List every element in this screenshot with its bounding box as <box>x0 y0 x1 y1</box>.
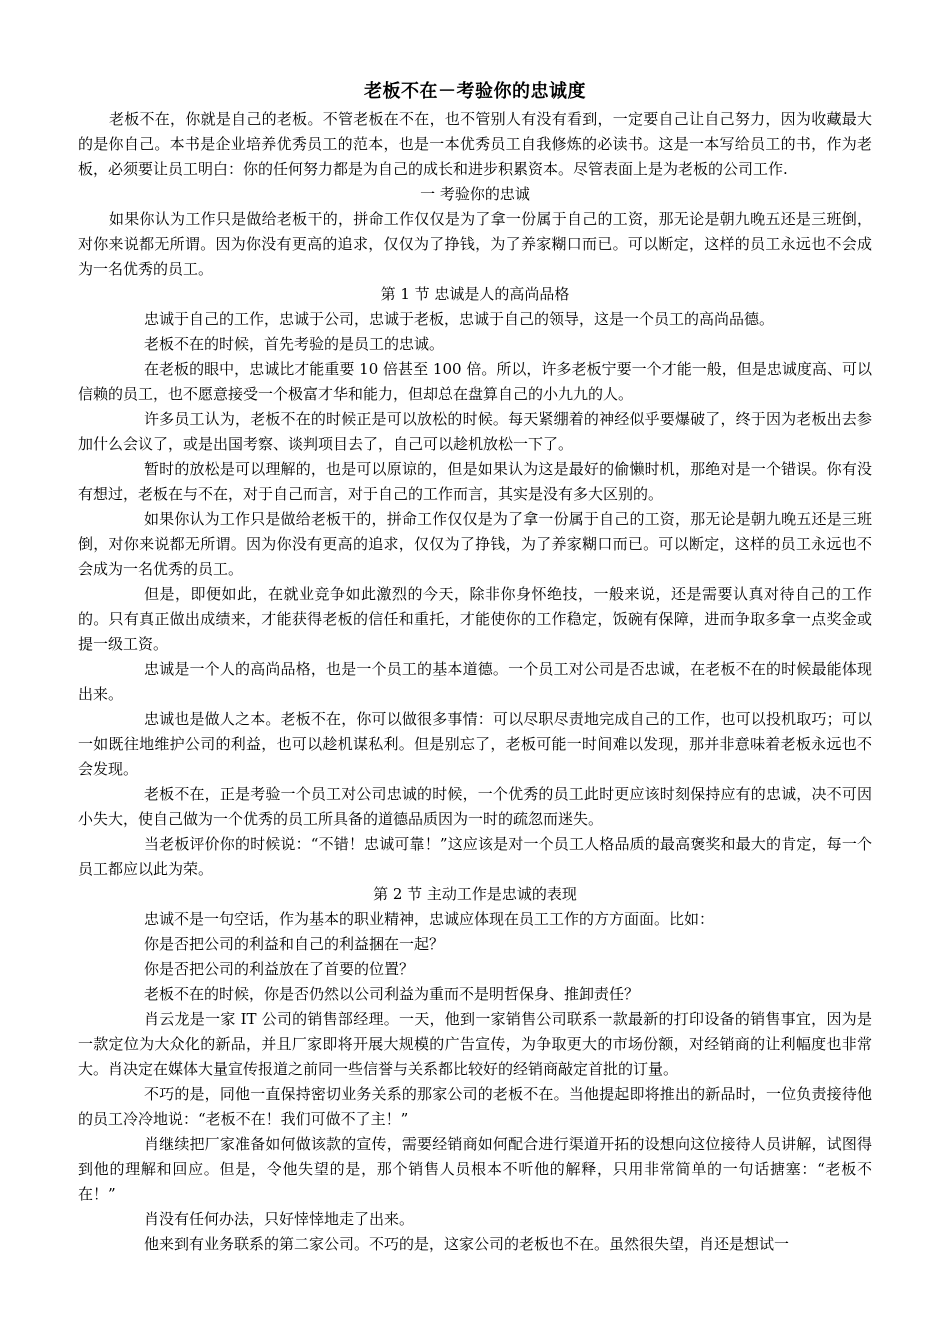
paragraph: 暂时的放松是可以理解的，也是可以原谅的，但是如果认为这是最好的偷懒时机，那绝对是一个错误。你有没有想过，老板在与不在，对于自己而言，对于自己的工作而言，其实是没有多大区别的。 <box>78 460 872 503</box>
paragraph: 肖没有任何办法，只好悻悻地走了出来。 <box>144 1210 415 1228</box>
paragraph: 老板不在的时候，首先考验的是员工的忠诚。 <box>144 335 445 353</box>
paragraph: 如果你认为工作只是做给老板干的，拼命工作仅仅是为了拿一份属于自己的工资，那无论是朝九晚五还是三班倒，对你来说都无所谓。因为你没有更高的追求，仅仅为了挣钱，为了养家糊口而已。可以断定，这样的员工永远也不会成为一名优秀的员工。 <box>78 510 872 578</box>
paragraph: 忠诚不是一句空话，作为基本的职业精神，忠诚应体现在员工工作的方方面面。比如： <box>144 910 715 928</box>
paragraph: 你是否把公司的利益放在了首要的位置？ <box>144 960 415 978</box>
paragraph: 但是，即便如此，在就业竞争如此激烈的今天，除非你身怀绝技，一般来说，还是需要认真对待自己的工作的。只有真正做出成绩来，才能获得老板的信任和重托，才能使你的工作稳定，饭碗有保障，进而争取多拿一点奖金或提一级工资。 <box>78 585 872 653</box>
intro-paragraph: 老板不在，你就是自己的老板。不管老板在不在，也不管别人有没有看到，一定要自己让自己努力，因为收藏最大的是你自己。本书是企业培养优秀员工的范本，也是一本优秀员工自我修炼的必读书。这是一本写给员工的书，作为老板，必须要让员工明白：你的任何努力都是为自己的成长和进步积累资本。尽管表面上是为老板的公司工作. <box>78 110 872 178</box>
paragraph: 忠诚也是做人之本。老板不在，你可以做很多事情：可以尽职尽责地完成自己的工作，也可以投机取巧；可以一如既往地维护公司的利益，也可以趁机谋私利。但是别忘了，老板可能一时间难以发现，那并非意味着老板永远也不会发现。 <box>78 710 872 778</box>
paragraph: 你是否把公司的利益和自己的利益捆在一起？ <box>144 935 445 953</box>
paragraph: 肖继续把厂家准备如何做该款的宣传，需要经销商如何配合进行渠道开拓的设想向这位接待人员讲解，试图得到他的理解和回应。但是，令他失望的是，那个销售人员根本不听他的解释，只用非常简单的一句话搪塞：“老板不在！” <box>78 1135 872 1203</box>
document-title: 老板不在－考验你的忠诚度 <box>364 81 586 102</box>
paragraph: 忠诚于自己的工作，忠诚于公司，忠诚于老板，忠诚于自己的领导，这是一个员工的高尚品德。 <box>144 310 775 328</box>
paragraph: 肖云龙是一家 IT 公司的销售部经理。一天，他到一家销售公司联系一款最新的打印设备的销售事宜，因为是一款定位为大众化的新品，并且厂家即将开展大规模的广告宣传，为争取更大的市场份额，对经销商的让利幅度也非常大。肖决定在媒体大量宣传报道之前同一些信誉与关系都比较好的经销商敲定首批的订量。 <box>78 1010 872 1078</box>
paragraph: 忠诚是一个人的高尚品格，也是一个员工的基本道德。一个员工对公司是否忠诚，在老板不在的时候最能体现出来。 <box>78 660 872 703</box>
chapter-heading: 一 考验你的忠诚 <box>420 185 530 203</box>
section-2-heading: 第 2 节 主动工作是忠诚的表现 <box>373 885 577 903</box>
section-1-heading: 第 1 节 忠诚是人的高尚品格 <box>380 285 570 303</box>
document-page <box>78 78 872 1257</box>
paragraph: 在老板的眼中，忠诚比才能重要 10 倍甚至 100 倍。所以，许多老板宁要一个才能一般，但是忠诚度高、可以信赖的员工，也不愿意接受一个极富才华和能力，但却总在盘算自己的小九九的人。 <box>78 360 872 403</box>
paragraph: 他来到有业务联系的第二家公司。不巧的是，这家公司的老板也不在。虽然很失望，肖还是想试一 <box>144 1235 790 1253</box>
paragraph: 老板不在的时候，你是否仍然以公司利益为重而不是明哲保身、推卸责任？ <box>144 985 640 1003</box>
paragraph: 许多员工认为，老板不在的时候正是可以放松的时候。每天紧绷着的神经似乎要爆破了，终于因为老板出去参加什么会议了，或是出国考察、谈判项目去了，自己可以趁机放松一下了。 <box>78 410 872 453</box>
chapter-paragraph: 如果你认为工作只是做给老板干的，拼命工作仅仅是为了拿一份属于自己的工资，那无论是朝九晚五还是三班倒，对你来说都无所谓。因为你没有更高的追求，仅仅为了挣钱，为了养家糊口而已。可以断定，这样的员工永远也不会成为一名优秀的员工。 <box>78 210 872 278</box>
paragraph: 老板不在，正是考验一个员工对公司忠诚的时候，一个优秀的员工此时更应该时刻保持应有的忠诚，决不可因小失大，使自己做为一个优秀的员工所具备的道德品质因为一时的疏忽而迷失。 <box>78 785 872 828</box>
paragraph: 当老板评价你的时候说：“不错！忠诚可靠！”这应该是对一个员工人格品质的最高褒奖和最大的肯定，每一个员工都应以此为荣。 <box>78 835 872 878</box>
paragraph: 不巧的是，同他一直保持密切业务关系的那家公司的老板不在。当他提起即将推出的新品时，一位负责接待他的员工冷冷地说：“老板不在！我们可做不了主！” <box>78 1085 872 1128</box>
